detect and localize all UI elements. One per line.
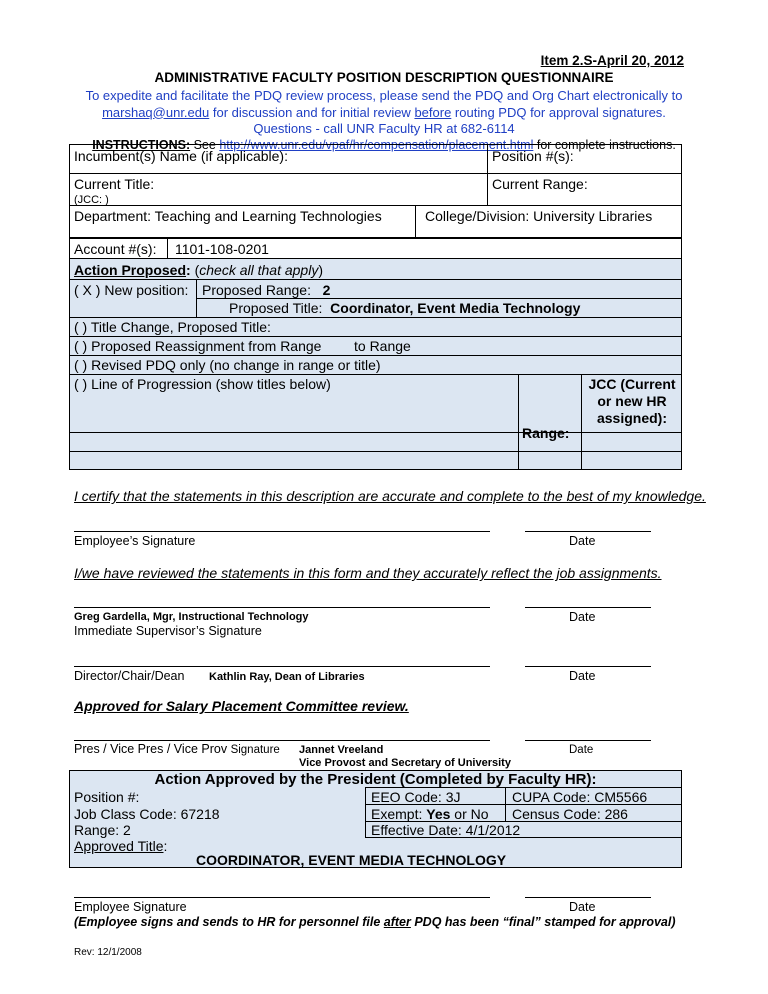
- pres-title: Vice Provost and Secretary of University: [299, 757, 511, 769]
- instructions-link[interactable]: http://www.unr.edu/vpaf/hr/compensation/placement.html: [219, 138, 534, 152]
- date-line[interactable]: [525, 666, 651, 667]
- reassignment-to: to Range: [354, 338, 411, 354]
- date-label: Date: [569, 744, 594, 756]
- row-line: [69, 432, 682, 433]
- approved-title-label-text: Approved Title: [74, 838, 164, 854]
- certify-statement: I certify that the statements in this description are accurate and complete to the best of my knowledge.: [74, 488, 706, 504]
- notice-text-end: routing PDQ for approval signatures.: [451, 104, 666, 120]
- proposed-range: [202, 282, 330, 298]
- approved-title-label: [74, 838, 167, 854]
- date-line[interactable]: [525, 607, 651, 608]
- item-date: Item 2.S-April 20, 2012: [540, 53, 684, 68]
- date-line[interactable]: [525, 897, 651, 898]
- row-line: [69, 451, 682, 452]
- row-line: [69, 279, 682, 280]
- director-label: Director/Chair/Dean: [74, 669, 185, 683]
- eeo-code: EEO Code: 3J: [371, 789, 461, 805]
- notice-email-link[interactable]: marshaq@unr.edu: [102, 104, 210, 120]
- review-statement: I/we have reviewed the statements in this form and they accurately reflect the job assignments.: [74, 565, 662, 581]
- proposed-title-value: Coordinator, Event Media Technology: [330, 300, 581, 316]
- proposed-range-value: 2: [322, 282, 331, 298]
- census-code: Census Code: 286: [512, 806, 628, 822]
- account-row: [69, 238, 682, 259]
- divider: [487, 173, 488, 206]
- divider: [167, 238, 168, 259]
- pres-label-text: Pres / Vice Pres / Vice Prov: [74, 742, 228, 756]
- cupa-code: CUPA Code: CM5566: [512, 789, 648, 805]
- current-title-row: [69, 173, 682, 206]
- divider: [415, 205, 416, 238]
- proposed-title: [229, 300, 580, 316]
- signature-line[interactable]: [74, 666, 490, 667]
- notice-line1: To expedite and facilitate the PDQ review process, please send the PDQ and Org Chart electronically to: [85, 88, 683, 103]
- revised-pdq-option[interactable]: ( ) Revised PDQ only (no change in range or title): [74, 357, 381, 373]
- instructions-pre: See: [190, 138, 220, 152]
- reassignment-option[interactable]: ( ) Proposed Reassignment from Range: [74, 338, 322, 354]
- jcc-column-header: JCC (Current or new HR assigned):: [588, 376, 676, 426]
- form-title: ADMINISTRATIVE FACULTY POSITION DESCRIPTION QUESTIONNAIRE: [154, 70, 614, 85]
- proposed-title-label: Proposed Title:: [229, 300, 323, 316]
- divider: [487, 144, 488, 174]
- divider: [518, 374, 519, 470]
- notice-line2: [0, 105, 768, 122]
- date-line[interactable]: [525, 531, 651, 532]
- notice-text: for discussion and for initial review: [209, 104, 415, 120]
- action-heading: [74, 262, 323, 278]
- progression-option[interactable]: ( ) Line of Progression (show titles below): [74, 376, 331, 392]
- notice-line3: Questions - call UNR Faculty HR at 682-6114: [253, 121, 515, 136]
- action-heading-label: Action Proposed: [74, 262, 187, 278]
- instructions-post: for complete instructions.: [533, 138, 676, 152]
- footer-note: [74, 915, 676, 929]
- job-class-code: Job Class Code: 67218: [74, 806, 220, 822]
- row-line: [196, 298, 682, 299]
- action-heading-colon: :: [186, 262, 191, 278]
- exempt-yes: Yes: [426, 806, 451, 822]
- president-heading: Action Approved by the President (Completed by Faculty HR):: [154, 771, 597, 788]
- exempt-field: [371, 806, 489, 822]
- range-column-header: Range:: [522, 425, 570, 441]
- account-label: Account #(s):: [74, 241, 157, 257]
- supervisor-signature-label: Immediate Supervisor’s Signature: [74, 624, 262, 638]
- account-value: 1101-108-0201: [175, 241, 269, 257]
- row-line: [69, 336, 682, 337]
- divider: [505, 787, 506, 821]
- signature-line[interactable]: [74, 897, 490, 898]
- current-title-label: Current Title:: [74, 176, 155, 192]
- approved-title-value: COORDINATOR, EVENT MEDIA TECHNOLOGY: [196, 852, 507, 868]
- range-field: Range: 2: [74, 822, 131, 838]
- signature-word: Signature: [230, 744, 280, 756]
- date-label: Date: [569, 900, 596, 914]
- date-label: Date: [569, 669, 596, 683]
- college: College/Division: University Libraries: [425, 208, 653, 224]
- date-line[interactable]: [525, 740, 651, 741]
- action-note: check all that apply: [199, 262, 319, 278]
- approved-title-colon: :: [163, 838, 168, 854]
- footer-note-post: PDQ has been “final” stamped for approval): [410, 915, 676, 929]
- approved-statement: Approved for Salary Placement Committee review.: [74, 698, 409, 714]
- exempt-no: or No: [450, 806, 489, 822]
- signature-line[interactable]: [74, 607, 490, 608]
- department: Department: Teaching and Learning Technologies: [74, 208, 382, 224]
- position-field: Position #:: [74, 789, 140, 805]
- pres-name: Jannet Vreeland: [299, 744, 384, 756]
- footer-note-pre: (Employee signs and sends to HR for personnel file: [74, 915, 384, 929]
- director-name: Kathlin Ray, Dean of Libraries: [209, 671, 365, 683]
- notice: [0, 88, 768, 138]
- date-label: Date: [569, 534, 596, 548]
- current-range-label: Current Range:: [492, 176, 588, 192]
- row-line: [69, 317, 682, 318]
- jcc-label: (JCC: ): [74, 194, 109, 206]
- position-no-label: Position #(s):: [492, 148, 574, 164]
- signature-line[interactable]: [74, 531, 490, 532]
- action-note-open: (: [190, 262, 200, 278]
- signature-line[interactable]: [74, 740, 490, 741]
- divider: [581, 374, 582, 470]
- effective-date: Effective Date: 4/1/2012: [371, 822, 521, 838]
- exempt-label: Exempt:: [371, 806, 427, 822]
- new-position-option[interactable]: ( X ) New position:: [74, 282, 189, 298]
- proposed-range-label: Proposed Range:: [202, 282, 311, 298]
- employee-signature-label: Employee’s Signature: [74, 534, 196, 548]
- date-label: Date: [569, 610, 596, 624]
- supervisor-name: Greg Gardella, Mgr, Instructional Technology: [74, 611, 309, 623]
- notice-before: before: [414, 104, 452, 120]
- action-note-close: ): [318, 262, 323, 278]
- title-change-option[interactable]: ( ) Title Change, Proposed Title:: [74, 319, 271, 335]
- employee-signature-label: Employee Signature: [74, 900, 187, 914]
- incumbent-label: Incumbent(s) Name (if applicable):: [74, 148, 288, 164]
- revision-date: Rev: 12/1/2008: [74, 947, 142, 958]
- footer-note-after: after: [383, 915, 411, 929]
- pres-label: [74, 742, 280, 756]
- instructions-label: INSTRUCTIONS:: [92, 138, 191, 152]
- row-line: [69, 374, 682, 375]
- row-line: [69, 355, 682, 356]
